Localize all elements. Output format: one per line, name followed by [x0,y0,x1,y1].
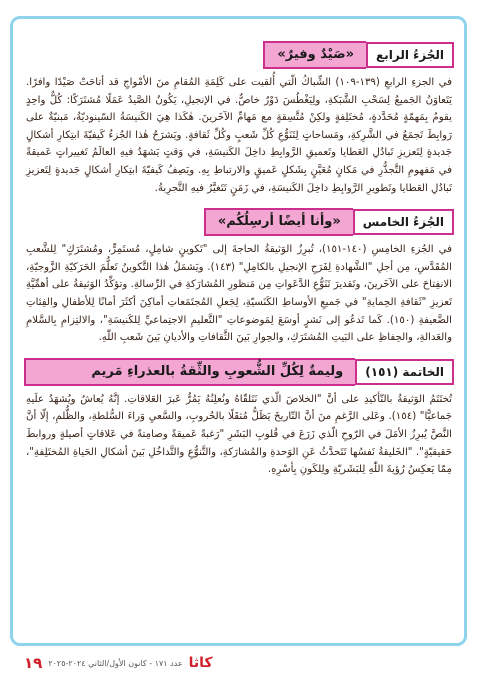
section-title: «صَيْدٌ وفيرٌ» [263,41,366,69]
magazine-logo: كاثا [188,655,213,671]
issue-info: عدد ١٧١ - كانون الأول/الثاني ٢٠٢٤-٢٠٢٥ [48,658,183,668]
section-label: الخاتمة (١٥١) [355,359,454,385]
section-paragraph: في الجُزءِ الخامِسِ (١٤٠-١٥١)، تُبرِزُ الوَثيقةُ الحاجةَ إلى "تَكوينٍ شامِلٍ، مُستَمِرٍّ، ومُشتَرَكٍ" لِلشَّعبِ المُقَدَّسِ، مِن أجلِ "الشَّهادةِ لِفَرَحِ الإنجيلِ بالكامِلِ" (١٤٣). ويَشمَلُ هٰذا التَّكوينُ تَعلُّمَ الحَرَكيّةِ الزَّوجيّةِ، الانفِتاحَ على الآخَرينَ، وتَقديرَ تَنَوُّعِ الدَّعَواتِ مِن مَنظورِ المُشارَكةِ في الرِّسالةِ. وتؤكِّدُ الوَثيقةُ على أهمِّيَّةِ تَعزيزِ "ثَقافةِ الحِمايةِ" في جَميعِ الأوساطِ الكَنَسيّةِ، لِجَعلِ المُجتَمَعاتِ أماكِنَ أكثَرَ أمانًا لِلأطفالِ والفِئاتِ الضَّعيفةِ (١٥٠). كَما تَدعُو إلى نَشرٍ أوسَعَ لِمَوضوعاتِ "التَّعليمِ الاجتِماعيِّ لِلكَنيسَةِ"، والالتِزامِ بِالسَّلامِ والعَدالةِ، والحِفاظِ على البَيتِ المُشتَرَكِ، والحِوارِ بَينَ الثَّقافاتِ والأديانِ بَينَ شَعبِ اللّٰهِ. [26,244,452,344]
section-part-four [24,42,454,197]
section-conclusion [24,359,454,479]
section-part-five [24,209,454,347]
page-footer [24,652,244,674]
page-number: ١٩ [24,654,43,672]
section-header [24,42,454,68]
section-paragraph: تُختَتَمُ الوَثيقةُ بالتّأكيدِ على أنَّ "الخلاصَ الّذي نَتَلقّاهُ ونُعلِنُهُ يَمُرُّ عَبرَ العَلاقاتِ. إنَّهُ يُعاشُ ويُشهَدُ علَيهِ جَماعيًّا" (١٥٤). وعَلى الرَّغمِ منَ أنَّ التّاريخَ يَظَلُّ مُثقَلًا بالحُروبِ، والسَّعيِ وَراءَ السُّلطةِ، والظُّلمِ، إلّا أنَّ النَّصَّ يُبرِزُ الأمَلَ في الرّوحِ الّذي زَرَعَ في قُلوبِ البَشَرِ "رَغبةً عَميقةً وصامِتةً في عَلاقاتٍ أصيلةٍ وروابطَ حَقيقيّةٍ". "الخَليقةُ نَفسُها تَتَحدَّثُ عَنِ الوَحدةِ والمُشارَكةِ، والتَّنوُّعِ والتَّداخُلِ بَينَ أشكالِ الحَياةِ المُختَلِفةِ"، مِمّا يَعكِسُ رُؤيةَ اللّٰهِ لِلبَشَريّةِ ولِلكَونِ بِأسْرِهِ. [26,393,452,476]
section-header [24,209,454,235]
article-body [24,32,454,485]
section-label: الجُزءُ الخامس [353,209,454,235]
section-header [24,359,454,385]
section-label: الجُزءُ الرابع [366,42,454,68]
section-paragraph: في الجزءِ الرابعِ (١٣٩-١٠٩) الشِّباكُ الّتي أُلقيت على كَلِمَةِ المُقامِ منَ الأمْواجِ قد أتاحَتْ صَيْدًا وافرًا. يَتَعاوَنُ الجَميعُ لِسَحْبِ الشَّبَكةِ، ولِيَغْطُسَ دَوْرٌ خاصٌّ. في الإنجيلِ، يَكُونُ الصَّيدُ عَمَلًا مُشتَرَكًا: كُلٌّ واحِدٍ يقومُ بِمَهمّةٍ مُحَدَّدةٍ، مُختَلِفةٍ ولكِنْ مُتَّسِقةٍ مع مَهامِّ الآخَرينَ. هٰكَذا هِيَ الكَنيسَةُ السّينوديّةُ، مَبنيّةٌ على رَوابِطَ تَجمَعُ في الشَّرِكةِ، ومَساحاتٍ لِتَنَوُّعِ كُلِّ شَعبٍ وكُلِّ ثَقافةٍ. ويَشرَحُ هٰذا الجُزءُ كَيفيّةَ ابتِكارِ أشكالٍ جَديدةٍ لِتَعزيزِ تَبادُلِ العَطايا وتَعميقِ الرَّوابِطِ داخِلَ الكَنيسَةِ، في وَقتٍ يَشهَدُ فيهِ العالَمُ تَغييراتٍ عَميقةً في مَفهومِ التَّجذُّرِ في مَكانٍ مُعَيَّنٍ بِشَكلٍ عَميقٍ والارتباطِ بِهِ. ويَصِفُ كَيفيّةَ ابتِكارِ أشكالٍ جَديدةٍ لِتَعزيزِ تَبادُلِ العَطايا وتَطويرِ الرَّوابِطِ داخِلَ الكَنيسَةِ، في زَمَنٍ تَتَغيَّرُ فيهِ التَّجرِبةُ. [26,77,452,194]
section-title: «وأنا أيضًا أرسِلُكُم» [204,208,353,236]
section-title: وليمةٌ لِكُلِّ الشُّعوبِ والثِّقةُ بالعذراءِ مَريم [24,358,355,386]
